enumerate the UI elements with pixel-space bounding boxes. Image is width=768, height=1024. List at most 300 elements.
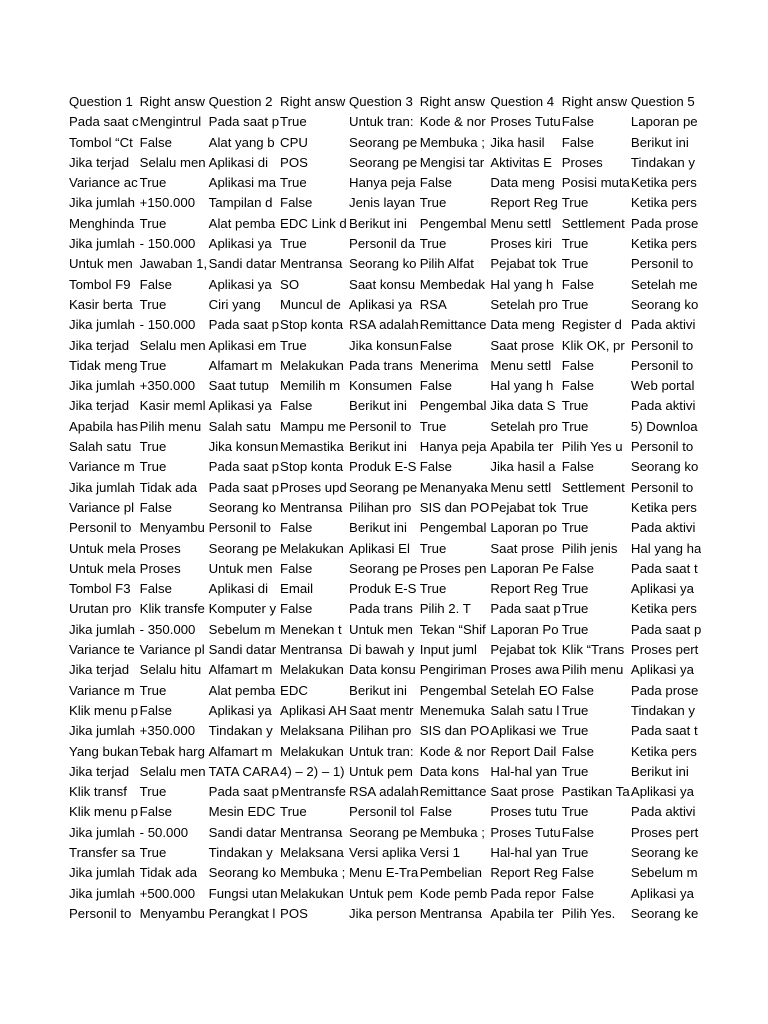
header-cell[interactable]: Question 1: [69, 94, 133, 109]
table-cell[interactable]: Proses: [139, 540, 181, 556]
table-cell[interactable]: True: [561, 601, 589, 617]
table-cell[interactable]: Hal yang h: [490, 378, 554, 394]
table-cell[interactable]: Perangkat l: [208, 905, 276, 921]
table-cell[interactable]: Jika hasil: [490, 134, 545, 150]
table-cell[interactable]: Personil to: [630, 256, 694, 272]
table-cell[interactable]: Klik transfe: [139, 601, 205, 617]
table-cell[interactable]: Pada aktivi: [630, 398, 696, 414]
table-cell[interactable]: Sandi datar: [208, 256, 277, 272]
table-cell[interactable]: Pejabat tok: [490, 642, 557, 658]
table-cell[interactable]: Klik transf: [69, 784, 127, 800]
table-cell[interactable]: False: [561, 865, 594, 881]
table-cell[interactable]: Berikut ini: [630, 763, 689, 779]
table-cell[interactable]: True: [561, 763, 589, 779]
table-cell[interactable]: Seorang pe: [349, 824, 418, 840]
table-cell[interactable]: Tindakan y: [630, 154, 695, 170]
table-cell[interactable]: Laporan pe: [630, 114, 698, 130]
table-cell[interactable]: Kode & nor: [419, 743, 486, 759]
table-cell[interactable]: Alat yang b: [208, 134, 275, 150]
table-cell[interactable]: Pengembal: [419, 215, 487, 231]
table-cell[interactable]: Melakukan: [280, 357, 344, 373]
table-cell[interactable]: Pengembal: [419, 682, 487, 698]
table-cell[interactable]: Jenis layan: [349, 195, 416, 211]
table-cell[interactable]: Jika jumlah: [69, 479, 135, 495]
table-cell[interactable]: Report Reg: [490, 865, 558, 881]
table-cell[interactable]: Aplikasi AH: [280, 702, 347, 718]
table-cell[interactable]: - 350.000: [139, 621, 196, 637]
table-cell[interactable]: Selalu men: [139, 154, 206, 170]
table-cell[interactable]: Hanya peja: [349, 175, 416, 191]
table-cell[interactable]: Pada saat c: [69, 114, 139, 130]
table-cell[interactable]: Selalu men: [139, 337, 206, 353]
table-cell[interactable]: True: [280, 175, 307, 191]
table-cell[interactable]: Jika jumlah: [69, 885, 135, 901]
table-cell[interactable]: Report Reg: [490, 195, 558, 211]
table-cell[interactable]: Pilih Alfat: [419, 256, 474, 272]
table-cell[interactable]: Tindakan y: [208, 723, 273, 739]
table-cell[interactable]: Pada saat p: [208, 317, 280, 333]
table-cell[interactable]: Remittance: [419, 784, 487, 800]
table-cell[interactable]: False: [561, 276, 594, 292]
table-cell[interactable]: Aplikasi ya: [208, 276, 272, 292]
table-cell[interactable]: Pada aktivi: [630, 520, 696, 536]
table-cell[interactable]: Aplikasi ya: [208, 702, 272, 718]
table-cell[interactable]: Remittance: [419, 317, 487, 333]
table-cell[interactable]: Variance te: [69, 642, 135, 658]
table-cell[interactable]: Personil to: [69, 520, 132, 536]
table-cell[interactable]: Apabila has: [69, 418, 138, 434]
table-cell[interactable]: Proses pert: [630, 824, 699, 840]
table-cell[interactable]: Pada saat p: [208, 459, 280, 475]
table-cell[interactable]: Urutan pro: [69, 601, 132, 617]
table-cell[interactable]: Personil to: [69, 905, 132, 921]
table-cell[interactable]: True: [561, 256, 589, 272]
header-cell[interactable]: Right answ: [280, 94, 346, 109]
table-cell[interactable]: Salah satu: [208, 418, 271, 434]
table-cell[interactable]: Pejabat tok: [490, 499, 557, 515]
table-cell[interactable]: False: [280, 398, 313, 414]
table-cell[interactable]: Menu settl: [490, 357, 552, 373]
table-cell[interactable]: Klik menu p: [69, 804, 138, 820]
table-cell[interactable]: Menghinda: [69, 215, 135, 231]
table-cell[interactable]: Selalu men: [139, 763, 206, 779]
table-cell[interactable]: Posisi muta: [561, 175, 630, 191]
table-cell[interactable]: Jika person: [349, 905, 417, 921]
table-cell[interactable]: Mentransfe: [280, 784, 347, 800]
table-cell[interactable]: Jika terjad: [69, 398, 130, 414]
table-cell[interactable]: Mentransa: [280, 499, 343, 515]
table-cell[interactable]: Ketika pers: [630, 195, 697, 211]
table-cell[interactable]: False: [419, 459, 452, 475]
table-cell[interactable]: Email: [280, 581, 314, 597]
table-cell[interactable]: Tindakan y: [630, 702, 695, 718]
table-cell[interactable]: Aplikasi di: [208, 581, 269, 597]
table-cell[interactable]: RSA adalah: [349, 784, 419, 800]
table-cell[interactable]: Untuk pem: [349, 885, 413, 901]
table-cell[interactable]: Aktivitas E: [490, 154, 552, 170]
table-cell[interactable]: CPU: [280, 134, 308, 150]
table-cell[interactable]: Sandi datar: [208, 642, 277, 658]
table-cell[interactable]: Selalu hitu: [139, 662, 202, 678]
table-cell[interactable]: Web portal: [630, 378, 695, 394]
table-cell[interactable]: Jika jumlah: [69, 378, 135, 394]
table-cell[interactable]: Kasir berta: [69, 296, 133, 312]
table-cell[interactable]: Untuk mela: [69, 560, 136, 576]
table-cell[interactable]: False: [139, 804, 172, 820]
table-cell[interactable]: Memilih m: [280, 378, 341, 394]
table-cell[interactable]: Jika jumlah: [69, 236, 135, 252]
table-cell[interactable]: Ketika pers: [630, 743, 697, 759]
table-cell[interactable]: Menu settl: [490, 479, 552, 495]
table-cell[interactable]: True: [280, 804, 307, 820]
table-cell[interactable]: True: [419, 540, 447, 556]
table-cell[interactable]: False: [419, 175, 452, 191]
table-cell[interactable]: Hal yang ha: [630, 540, 702, 556]
table-cell[interactable]: +350.000: [139, 378, 196, 394]
table-cell[interactable]: Pilihan pro: [349, 723, 412, 739]
table-cell[interactable]: False: [139, 702, 172, 718]
table-cell[interactable]: True: [419, 418, 447, 434]
table-cell[interactable]: Pada aktivi: [630, 317, 696, 333]
table-cell[interactable]: Pengembal: [419, 520, 487, 536]
table-cell[interactable]: Melakukan: [280, 885, 344, 901]
table-cell[interactable]: Produk E-S: [349, 581, 417, 597]
table-cell[interactable]: - 150.000: [139, 317, 196, 333]
table-cell[interactable]: True: [139, 215, 167, 231]
table-cell[interactable]: True: [419, 236, 447, 252]
table-cell[interactable]: Variance ac: [69, 175, 138, 191]
table-cell[interactable]: Jika terjad: [69, 662, 130, 678]
table-cell[interactable]: Mengisi tar: [419, 154, 485, 170]
table-cell[interactable]: Pengiriman: [419, 662, 487, 678]
table-cell[interactable]: Seorang ke: [630, 905, 699, 921]
table-cell[interactable]: Pada prose: [630, 215, 699, 231]
header-cell[interactable]: Question 3: [349, 94, 413, 109]
table-cell[interactable]: Apabila ter: [490, 905, 554, 921]
table-cell[interactable]: Transfer sa: [69, 844, 136, 860]
table-cell[interactable]: Proses awa: [490, 662, 560, 678]
table-cell[interactable]: Tebak harg: [139, 743, 205, 759]
table-cell[interactable]: Seorang ko: [630, 296, 699, 312]
table-cell[interactable]: Proses: [139, 560, 181, 576]
table-cell[interactable]: Jika hasil a: [490, 459, 556, 475]
table-cell[interactable]: Jika jumlah: [69, 621, 135, 637]
table-cell[interactable]: Pilih 2. T: [419, 601, 471, 617]
table-cell[interactable]: Klik menu p: [69, 702, 138, 718]
table-cell[interactable]: False: [280, 520, 313, 536]
table-cell[interactable]: Menyambu: [139, 520, 205, 536]
table-cell[interactable]: Untuk men: [349, 621, 413, 637]
table-cell[interactable]: Input juml: [419, 642, 477, 658]
table-cell[interactable]: Tindakan y: [208, 844, 273, 860]
table-cell[interactable]: True: [561, 195, 589, 211]
table-cell[interactable]: Jawaban 1,: [139, 256, 208, 272]
table-cell[interactable]: False: [561, 885, 594, 901]
table-cell[interactable]: Menerima: [419, 357, 479, 373]
table-cell[interactable]: Personil to: [208, 520, 271, 536]
table-cell[interactable]: True: [139, 439, 167, 455]
table-cell[interactable]: Melaksana: [280, 844, 344, 860]
table-cell[interactable]: Jika jumlah: [69, 195, 135, 211]
table-cell[interactable]: Sebelum m: [630, 865, 698, 881]
header-cell[interactable]: Right answ: [139, 94, 205, 109]
table-cell[interactable]: False: [561, 459, 594, 475]
table-cell[interactable]: Pada saat t: [630, 560, 698, 576]
table-cell[interactable]: Melakukan: [280, 662, 344, 678]
table-cell[interactable]: Stop konta: [280, 317, 344, 333]
table-cell[interactable]: False: [561, 682, 594, 698]
table-cell[interactable]: Seorang pe: [349, 560, 418, 576]
table-cell[interactable]: Seorang ko: [630, 459, 699, 475]
table-cell[interactable]: False: [139, 499, 172, 515]
table-cell[interactable]: Ketika pers: [630, 601, 697, 617]
table-cell[interactable]: Proses pert: [630, 642, 699, 658]
table-cell[interactable]: Proses: [561, 154, 603, 170]
table-cell[interactable]: Jika terjad: [69, 337, 130, 353]
table-cell[interactable]: RSA: [419, 296, 447, 312]
table-cell[interactable]: True: [419, 195, 447, 211]
table-cell[interactable]: True: [561, 236, 589, 252]
table-cell[interactable]: Untuk pem: [349, 763, 413, 779]
table-cell[interactable]: False: [419, 337, 452, 353]
table-cell[interactable]: Mampu me: [280, 418, 347, 434]
table-cell[interactable]: False: [139, 134, 172, 150]
table-cell[interactable]: Seorang ko: [208, 499, 277, 515]
table-cell[interactable]: Versi aplika: [349, 844, 417, 860]
table-cell[interactable]: Ketika pers: [630, 175, 697, 191]
table-cell[interactable]: EDC: [280, 682, 308, 698]
table-cell[interactable]: True: [561, 581, 589, 597]
table-cell[interactable]: Untuk men: [69, 256, 133, 272]
table-cell[interactable]: Alfamart m: [208, 743, 273, 759]
table-cell[interactable]: Pilih menu: [561, 662, 624, 678]
table-cell[interactable]: True: [561, 844, 589, 860]
table-cell[interactable]: Jika terjad: [69, 154, 130, 170]
header-cell[interactable]: Question 5: [630, 94, 695, 109]
table-cell[interactable]: Mentransa: [419, 905, 483, 921]
table-cell[interactable]: TATA CARA: [208, 763, 279, 779]
table-cell[interactable]: Tekan “Shif: [419, 621, 486, 637]
table-cell[interactable]: Pilih jenis: [561, 540, 618, 556]
table-cell[interactable]: Menekan t: [280, 621, 342, 637]
table-cell[interactable]: Data kons: [419, 763, 480, 779]
table-cell[interactable]: Data meng: [490, 175, 555, 191]
table-cell[interactable]: - 50.000: [139, 824, 189, 840]
table-cell[interactable]: True: [139, 459, 167, 475]
table-cell[interactable]: Mentransa: [280, 642, 343, 658]
table-cell[interactable]: Pilih menu: [139, 418, 202, 434]
table-cell[interactable]: Personil da: [349, 236, 416, 252]
table-cell[interactable]: Seorang pe: [208, 540, 277, 556]
table-cell[interactable]: Muncul de: [280, 296, 341, 312]
table-cell[interactable]: Proses kiri: [490, 236, 552, 252]
table-cell[interactable]: Jika jumlah: [69, 317, 135, 333]
table-cell[interactable]: Mentransa: [280, 256, 343, 272]
table-cell[interactable]: Jika jumlah: [69, 824, 135, 840]
table-cell[interactable]: Klik OK, pr: [561, 337, 625, 353]
table-cell[interactable]: True: [139, 844, 167, 860]
table-cell[interactable]: False: [561, 114, 594, 130]
table-cell[interactable]: Data konsu: [349, 662, 416, 678]
table-cell[interactable]: Personil to: [349, 418, 412, 434]
table-cell[interactable]: Report Dail: [490, 743, 557, 759]
table-cell[interactable]: Ketika pers: [630, 236, 697, 252]
table-cell[interactable]: Seorang ke: [630, 844, 699, 860]
table-cell[interactable]: Proses Tutu: [490, 114, 561, 130]
table-cell[interactable]: SIS dan PO: [419, 723, 490, 739]
table-cell[interactable]: Kasir meml: [139, 398, 206, 414]
table-cell[interactable]: Saat konsu: [349, 276, 416, 292]
table-cell[interactable]: Menu E-Tra: [349, 865, 419, 881]
table-cell[interactable]: True: [561, 398, 589, 414]
table-cell[interactable]: Produk E-S: [349, 459, 417, 475]
table-cell[interactable]: Pada saat t: [630, 723, 698, 739]
table-cell[interactable]: Tidak meng: [69, 357, 138, 373]
table-cell[interactable]: Laporan Pe: [490, 560, 559, 576]
table-cell[interactable]: Berikut ini: [349, 682, 407, 698]
table-cell[interactable]: True: [280, 236, 307, 252]
table-cell[interactable]: Ciri yang: [208, 296, 261, 312]
table-cell[interactable]: Proses upd: [280, 479, 347, 495]
table-cell[interactable]: Jika jumlah: [69, 723, 135, 739]
table-cell[interactable]: Melaksana: [280, 723, 344, 739]
table-cell[interactable]: Aplikasi ya: [208, 236, 272, 252]
table-cell[interactable]: Aplikasi ma: [208, 175, 277, 191]
table-cell[interactable]: True: [561, 499, 589, 515]
table-cell[interactable]: Berikut ini: [630, 134, 689, 150]
table-cell[interactable]: Tombol “Ct: [69, 134, 133, 150]
table-cell[interactable]: Hal yang h: [490, 276, 554, 292]
table-cell[interactable]: Aplikasi El: [349, 540, 410, 556]
header-cell[interactable]: Right answ: [419, 94, 485, 109]
table-cell[interactable]: Personil to: [630, 337, 694, 353]
table-cell[interactable]: Alfamart m: [208, 662, 273, 678]
table-cell[interactable]: False: [561, 560, 594, 576]
table-cell[interactable]: Pengembal: [419, 398, 487, 414]
table-cell[interactable]: Saat mentr: [349, 702, 414, 718]
table-cell[interactable]: Aplikasi ya: [630, 662, 694, 678]
table-cell[interactable]: False: [561, 824, 594, 840]
table-cell[interactable]: Untuk mela: [69, 540, 136, 556]
table-cell[interactable]: False: [419, 804, 452, 820]
table-cell[interactable]: Tidak ada: [139, 865, 198, 881]
table-cell[interactable]: Personil to: [630, 479, 694, 495]
table-cell[interactable]: Laporan Po: [490, 621, 559, 637]
table-cell[interactable]: Saat prose: [490, 540, 555, 556]
table-cell[interactable]: Jika konsun: [208, 439, 279, 455]
table-cell[interactable]: Hal-hal yan: [490, 763, 558, 779]
table-cell[interactable]: Proses Tutu: [490, 824, 561, 840]
table-cell[interactable]: Jika terjad: [69, 763, 130, 779]
table-cell[interactable]: False: [561, 134, 594, 150]
table-cell[interactable]: Tombol F9: [69, 276, 131, 292]
table-cell[interactable]: Untuk men: [208, 560, 273, 576]
table-cell[interactable]: POS: [280, 905, 308, 921]
table-cell[interactable]: Apabila ter: [490, 439, 554, 455]
table-cell[interactable]: Proses pen: [419, 560, 487, 576]
table-cell[interactable]: Klik “Trans: [561, 642, 625, 658]
table-cell[interactable]: Menemuka: [419, 702, 485, 718]
table-cell[interactable]: Pada aktivi: [630, 804, 696, 820]
table-cell[interactable]: True: [561, 723, 589, 739]
table-cell[interactable]: Untuk tran:: [349, 743, 414, 759]
table-cell[interactable]: Saat tutup: [208, 378, 269, 394]
table-cell[interactable]: Data meng: [490, 317, 555, 333]
table-cell[interactable]: Sandi datar: [208, 824, 277, 840]
table-cell[interactable]: Melakukan: [280, 743, 344, 759]
table-cell[interactable]: Variance pl: [139, 642, 205, 658]
table-cell[interactable]: +350.000: [139, 723, 196, 739]
table-cell[interactable]: Aplikasi ya: [349, 296, 413, 312]
table-cell[interactable]: Alat pemba: [208, 682, 276, 698]
table-cell[interactable]: Settlement: [561, 215, 625, 231]
table-cell[interactable]: Aplikasi di: [208, 154, 269, 170]
table-cell[interactable]: Tampilan d: [208, 195, 273, 211]
table-cell[interactable]: Laporan po: [490, 520, 558, 536]
header-cell[interactable]: Question 4: [490, 94, 555, 109]
table-cell[interactable]: Mesin EDC: [208, 804, 276, 820]
table-cell[interactable]: Pada saat p: [208, 114, 280, 130]
table-cell[interactable]: Hal-hal yan: [490, 844, 558, 860]
table-cell[interactable]: POS: [280, 154, 308, 170]
table-cell[interactable]: Membuka ;: [419, 824, 485, 840]
table-cell[interactable]: Pilih Yes.: [561, 905, 616, 921]
table-cell[interactable]: Hanya peja: [419, 439, 487, 455]
table-cell[interactable]: Ketika pers: [630, 499, 697, 515]
table-cell[interactable]: False: [561, 743, 594, 759]
table-cell[interactable]: Berikut ini: [349, 439, 407, 455]
table-cell[interactable]: Pastikan Ta: [561, 784, 630, 800]
table-cell[interactable]: Yang bukan: [69, 743, 139, 759]
table-cell[interactable]: Personil tol: [349, 804, 415, 820]
table-cell[interactable]: 5) Downloa: [630, 418, 698, 434]
table-cell[interactable]: True: [561, 296, 589, 312]
table-cell[interactable]: Pada trans: [349, 601, 413, 617]
table-cell[interactable]: Salah satu l: [490, 702, 560, 718]
table-cell[interactable]: Register d: [561, 317, 622, 333]
table-cell[interactable]: True: [561, 621, 589, 637]
table-cell[interactable]: Memastika: [280, 439, 344, 455]
table-cell[interactable]: Mentransa: [280, 824, 343, 840]
table-cell[interactable]: Pilihan pro: [349, 499, 412, 515]
table-cell[interactable]: Alfamart m: [208, 357, 273, 373]
table-cell[interactable]: True: [139, 784, 167, 800]
table-cell[interactable]: True: [561, 804, 589, 820]
table-cell[interactable]: True: [139, 296, 167, 312]
table-cell[interactable]: Konsumen: [349, 378, 413, 394]
table-cell[interactable]: Pilih Yes u: [561, 439, 623, 455]
table-cell[interactable]: Settlement: [561, 479, 625, 495]
table-cell[interactable]: True: [561, 702, 589, 718]
table-cell[interactable]: False: [561, 357, 594, 373]
table-cell[interactable]: Sebelum m: [208, 621, 276, 637]
table-cell[interactable]: Setelah EO: [490, 682, 558, 698]
table-cell[interactable]: Pada saat p: [208, 479, 280, 495]
table-cell[interactable]: Aplikasi we: [490, 723, 557, 739]
table-cell[interactable]: - 150.000: [139, 236, 196, 252]
table-cell[interactable]: Variance m: [69, 682, 135, 698]
table-cell[interactable]: Membuka ;: [280, 865, 346, 881]
table-cell[interactable]: Setelah me: [630, 276, 698, 292]
table-cell[interactable]: Kode pemb: [419, 885, 488, 901]
table-cell[interactable]: Salah satu: [69, 439, 132, 455]
table-cell[interactable]: Pada saat p: [208, 784, 280, 800]
table-cell[interactable]: False: [139, 276, 172, 292]
header-cell[interactable]: Question 2: [208, 94, 273, 109]
table-cell[interactable]: False: [280, 601, 313, 617]
table-cell[interactable]: Berikut ini: [349, 215, 407, 231]
table-cell[interactable]: Report Reg: [490, 581, 558, 597]
